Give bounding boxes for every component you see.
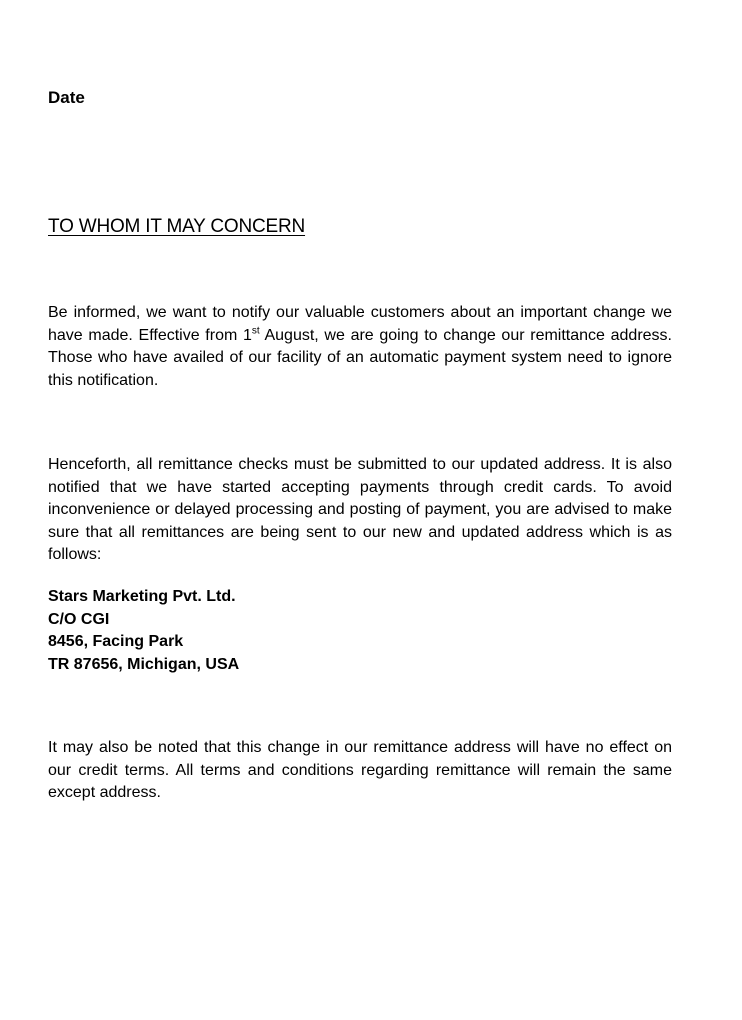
paragraph-instructions: Henceforth, all remittance checks must be submitted to our updated address. It is also notified that we have started accepting payments through credit cards. To avoid inconvenience or delayed processing and posting of payment, you are advised to make sure that all remittances are being sent to our new and updated address which is as follows: [48,456,672,563]
address-street: 8456, Facing Park [48,633,184,650]
paragraph-notice-start: Be informed, we want to notify our valuable customers about an important change we have made. Effective from 1 [48,304,672,344]
paragraph-notice-end: August, we are going to change our remittance address. Those who have availed of our facility of an automatic payment system need to ignore this notification. [48,326,672,389]
letter-heading: TO WHOM IT MAY CONCERN [48,216,306,237]
ordinal-suffix: st [251,325,260,337]
address-company: Stars Marketing Pvt. Ltd. [48,588,236,605]
address-region: TR 87656, Michigan, USA [48,655,240,673]
address-care-of: C/O CGI [48,610,110,628]
date-label: Date [48,88,85,107]
new-address-block [48,586,239,676]
paragraph-notice [48,302,672,392]
paragraph-terms: It may also be noted that this change in our remittance address will have no effect on our credit terms. All terms and conditions regarding remittance will remain the same except address. [48,739,672,801]
